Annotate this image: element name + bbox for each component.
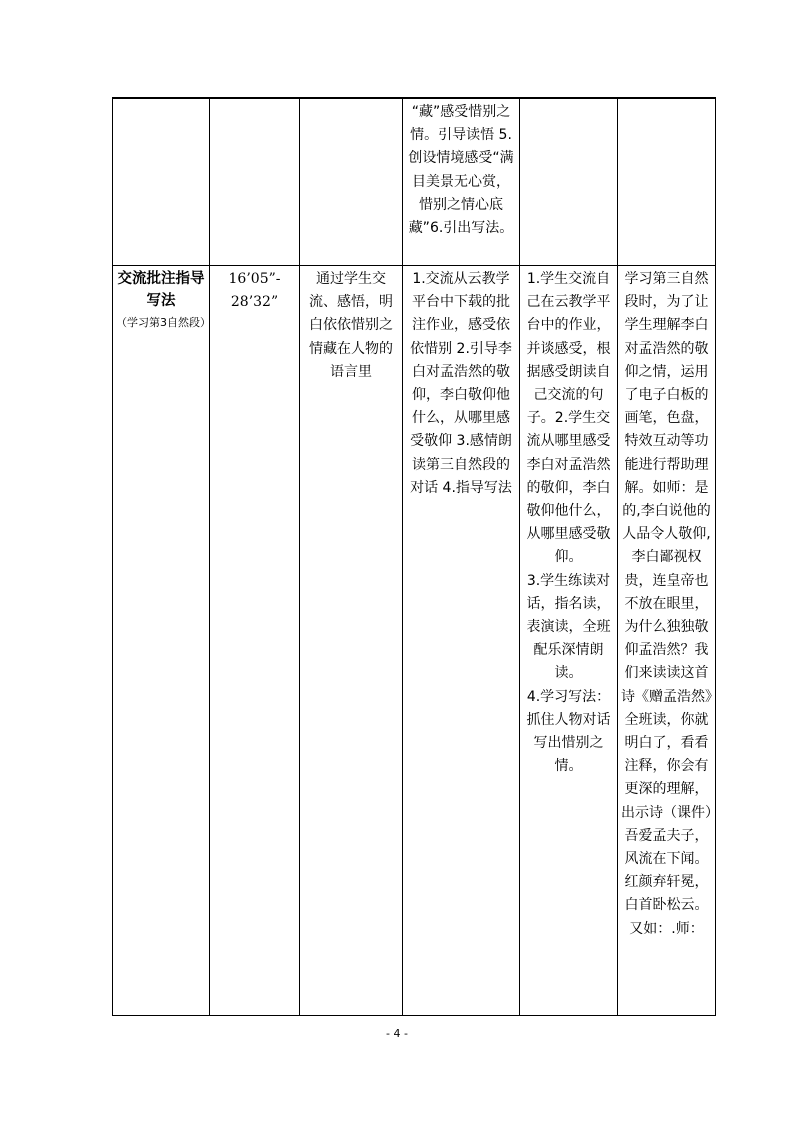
step-cell	[113, 266, 210, 1016]
time-range: 16’05”- 28’32”	[228, 271, 281, 311]
time-cell	[210, 266, 300, 1016]
step-title: 交流批注指导写法	[117, 271, 205, 309]
table-row	[113, 98, 716, 266]
teacher-activity-text: 1.交流从云教学平台中下载的批注作业，感受依依惜别 2.引导李白对孟浩然的敬仰，李白敬仰他什么，从哪里感受敬仰 3.感情朗读第三自然段的对话 4.指导写法	[410, 271, 512, 496]
teacher-activity-cell: “藏”感受惜别之情。引导读悟 5.创设情境感受“满目美景无心赏，惜别之情心底藏”6.引出写法。	[403, 98, 520, 266]
lesson-plan-table	[112, 97, 716, 1016]
table-row	[113, 266, 716, 1016]
teacher-activity-cell	[403, 266, 520, 1016]
student-activity-cell	[520, 98, 618, 266]
design-intent-text: 学习第三自然段时，为了让学生理解李白对孟浩然的敬仰之情，运用了电子白板的画笔，色盘，特效互动等功能进行帮助理解。如师：是的,李白说他的人品令人敬仰,李白鄙视权贵，连皇帝也不放在眼里，为什么独独敬仰孟浩然？我们来读读这首诗《赠孟浩然》全班读，你就明白了，看看注释，你会有更深的理解，出示诗（课件）吾爱孟夫子，风流在下闻。红颜弃轩冕，白首卧松云。又如：.师：	[621, 271, 712, 937]
student-activity-text: 1.学生交流自己在云教学平台中的作业，并谈感受，根据感受朗读自己交流的句子。2.学生交流从哪里感受李白对孟浩然的敬仰，李白敬仰他什么，从哪里感受敬仰。 3.学生练读对话，指名读，表演读，全班配乐深情朗读。 4.学习写法：抓住人物对话写出惜别之情。	[526, 271, 611, 775]
step-cell	[113, 98, 210, 266]
goal-text: 通过学生交流、感悟，明白依依惜别之情藏在人物的语言里	[309, 271, 393, 380]
design-intent-cell	[618, 98, 716, 266]
goal-cell	[300, 98, 403, 266]
design-intent-cell	[618, 266, 716, 1016]
time-cell	[210, 98, 300, 266]
step-subtitle: （学习第3自然段）	[116, 316, 211, 329]
goal-cell	[300, 266, 403, 1016]
page-number: - 4 -	[386, 1027, 408, 1040]
student-activity-cell	[520, 266, 618, 1016]
